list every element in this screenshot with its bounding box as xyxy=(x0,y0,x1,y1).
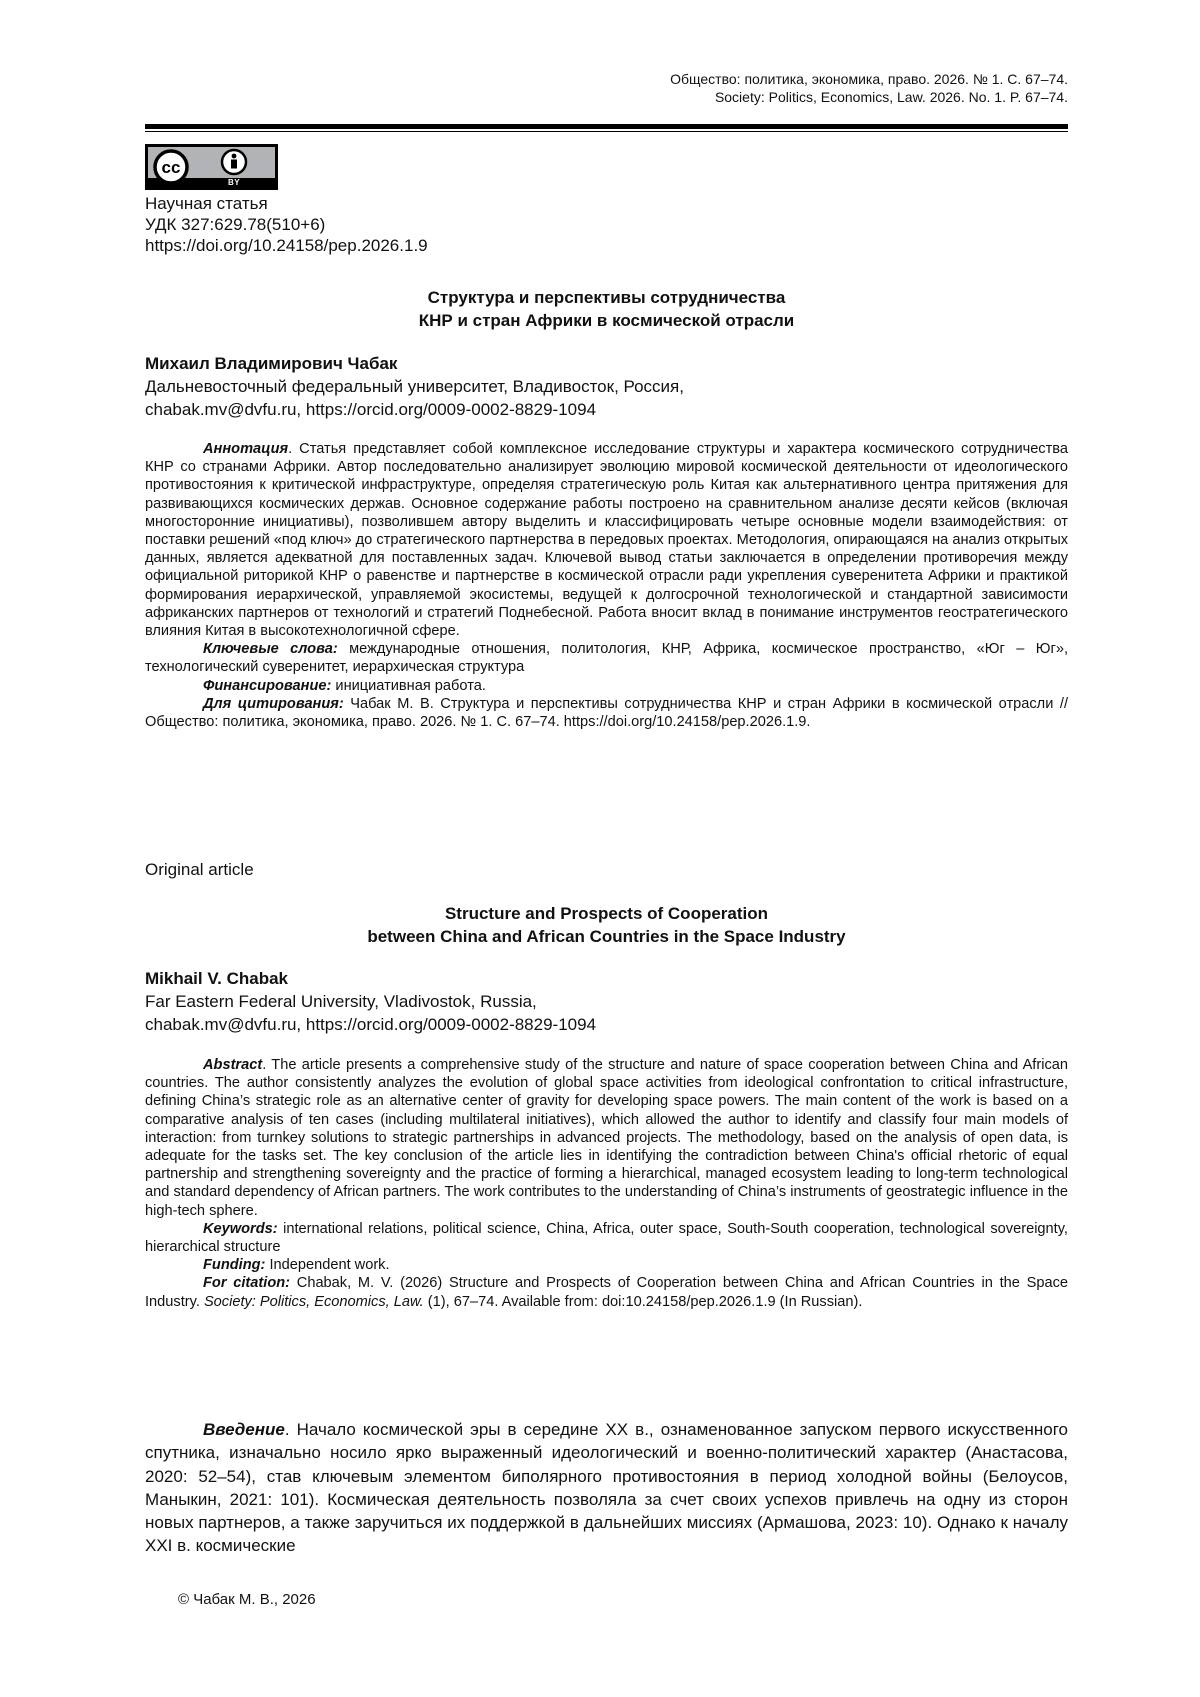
citation-ru xyxy=(145,695,1068,731)
introduction-text: . Начало космической эры в середине XX в., ознаменованное запуском первого искусственного спутника, изначально носило ярко выраженный идеологический и военно-политический характер (Анастасова, 2020: 52–54), став ключевым элементом биполярного противостояния в период холодной войны (Белоусов, Маныкин, 2021: 101). Космическая деятельность позволяла за счет своих успехов привлечь на одну из сторон новых партнеров, а также заручиться их поддержкой в дальнейших миссиях (Армашова, 2023: 10). Однако к началу XXI в. космические xyxy=(145,1420,1068,1556)
funding-ru xyxy=(145,677,1068,695)
author-block-en xyxy=(145,967,1068,1036)
title-ru-line2: КНР и стран Африки в космической отрасли xyxy=(418,311,795,330)
keywords-ru-text: международные отношения, политология, КНР, Африка, космическое пространство, «Юг – Юг», технологический суверенитет, иерархическая структура xyxy=(145,641,1068,676)
citation-en-text-a: Chabak, M. V. (2026) Structure and Prospects of Cooperation between China and African Countries in the Space Industry. xyxy=(145,1275,1068,1310)
abstract-en-text: . The article presents a comprehensive study of the structure and nature of space cooperation between China and African countries. The author consistently analyzes the evolution of global space activities from ideological confrontation to critical infrastructure, defining China’s strategic role as an alternative center of gravity for developing space powers. The main content of the work is based on a comparative analysis of ten cases (including multilateral initiatives), which allowed the author to identify and classify four main models of interaction: from turnkey solutions to strategic partnerships in advanced projects. The methodology, based on the analysis of open data, is adequate for the tasks set. The key conclusion of the article lies in identifying the contradiction between China's official rhetoric of equal partnership and strengthening sovereignty and the practice of forming a hierarchical, managed ecosystem leading to long-term technological and standard dependency of African partners. The work contributes to the understanding of China’s instruments of geostrategic influence in the high-tech sphere. xyxy=(145,1057,1068,1219)
citation-en-journal: Society: Politics, Economics, Law. xyxy=(203,1293,424,1310)
copyright-notice: © Чабак М. В., 2026 xyxy=(178,1591,316,1608)
funding-en xyxy=(145,1256,1068,1274)
funding-en-text: Independent work. xyxy=(265,1257,390,1274)
citation-en-label: For citation: xyxy=(203,1275,291,1292)
journal-header xyxy=(368,70,1068,106)
title-en-line2: between China and African Countries in the Space Industry xyxy=(367,927,846,946)
article-type-ru: Научная статья xyxy=(145,194,268,213)
cc-by-license-badge[interactable] xyxy=(145,144,278,190)
author-name-en: Mikhail V. Chabak xyxy=(145,969,288,988)
abstract-en xyxy=(145,1056,1068,1311)
keywords-en-text: international relations, political science, China, Africa, outer space, South-South cooperation, technological sovereignty, hierarchical structure xyxy=(145,1220,1068,1256)
title-ru-line1: Структура и перспективы сотрудничества xyxy=(427,288,786,307)
cc-by-icon xyxy=(146,145,279,191)
journal-header-en: Society: Politics, Economics, Law. 2026. No. 1. P. 67–74. xyxy=(714,89,1068,105)
keywords-ru-label: Ключевые слова: xyxy=(203,641,338,658)
keywords-ru xyxy=(145,640,1068,676)
article-meta xyxy=(145,193,428,256)
title-ru xyxy=(145,286,1068,332)
cc-icon-text: cc xyxy=(161,158,181,177)
introduction-label: Введение xyxy=(203,1420,285,1439)
introduction xyxy=(145,1418,1068,1558)
author-block-ru xyxy=(145,352,1068,421)
citation-ru-text: Чабак М. В. Структура и перспективы сотрудничества КНР и стран Африки в космической отрасли // Общество: политика, экономика, право. 2026. № 1. С. 67–74. https://doi.org/10.24158/pep.2026.1.9. xyxy=(145,695,1069,731)
doi-link[interactable]: https://doi.org/10.24158/pep.2026.1.9 xyxy=(145,236,428,255)
author-name-ru: Михаил Владимирович Чабак xyxy=(145,354,398,373)
title-en-line1: Structure and Prospects of Cooperation xyxy=(444,904,769,923)
abstract-ru-text: . Статья представляет собой комплексное исследование структуры и характера космического сотрудничества КНР со странами Африки. Автор последовательно анализирует эволюцию мировой космической деятельности от идеологического противостояния к критической инфраструктуре, определяя стратегическую роль Китая как альтернативного центра притяжения для развивающихся космических держав. Основное содержание работы построено на сравнительном анализе десяти кейсов (включая многосторонние инициативы), позволившем автору выделить и классифицировать четыре основные модели взаимодействия: от поставки решений «под ключ» до стратегического партнерства в передовых проектах. Методология, опирающаяся на анализ открытых данных, является адекватной для поставленных задач. Ключевой вывод статьи заключается в определении противоречия между официальной риторикой КНР о равенстве и партнерстве в космической отрасли ради укрепления суверенитета Африки и практикой формирования иерархической, управляемой экосистемы, ведущей к долгосрочной технологической и стандартной зависимости африканских партнеров от технологий и стратегий Поднебесной. Работа вносит вклад в понимание инструментов геостратегического влияния Китая в высокотехнологичной сфере. xyxy=(145,441,1068,640)
abstract-ru xyxy=(145,440,1068,731)
abstract-ru-label: Аннотация xyxy=(203,441,289,457)
citation-en xyxy=(145,1274,1068,1310)
journal-header-ru: Общество: политика, экономика, право. 2026. № 1. С. 67–74. xyxy=(670,71,1068,87)
citation-ru-label: Для цитирования: xyxy=(203,695,344,712)
funding-ru-text: инициативная работа. xyxy=(331,677,486,694)
udc-code: УДК 327:629.78(510+6) xyxy=(145,215,326,234)
author-contacts-ru: chabak.mv@dvfu.ru, https://orcid.org/0009-0002-8829-1094 xyxy=(145,400,597,419)
introduction-paragraph xyxy=(145,1418,1068,1558)
by-label: BY xyxy=(227,178,241,187)
keywords-en-label: Keywords: xyxy=(203,1220,278,1237)
header-rule-thin xyxy=(145,131,1068,132)
author-contacts-en: chabak.mv@dvfu.ru, https://orcid.org/0009-0002-8829-1094 xyxy=(145,1015,597,1034)
funding-en-label: Funding: xyxy=(203,1257,266,1274)
keywords-en xyxy=(145,1220,1068,1256)
title-en xyxy=(145,902,1068,948)
abstract-en-paragraph xyxy=(145,1056,1068,1220)
citation-en-text-b: (1), 67–74. Available from: doi:10.24158/pep.2026.1.9 (In Russian). xyxy=(423,1293,863,1310)
header-rule-thick xyxy=(145,124,1068,129)
abstract-ru-paragraph xyxy=(145,440,1068,640)
article-type-en: Original article xyxy=(145,860,254,879)
author-affiliation-en: Far Eastern Federal University, Vladivostok, Russia, xyxy=(145,992,537,1011)
abstract-en-label: Abstract xyxy=(203,1057,263,1073)
author-affiliation-ru: Дальневосточный федеральный университет, Владивосток, Россия, xyxy=(145,377,684,396)
funding-ru-label: Финансирование: xyxy=(203,677,332,694)
